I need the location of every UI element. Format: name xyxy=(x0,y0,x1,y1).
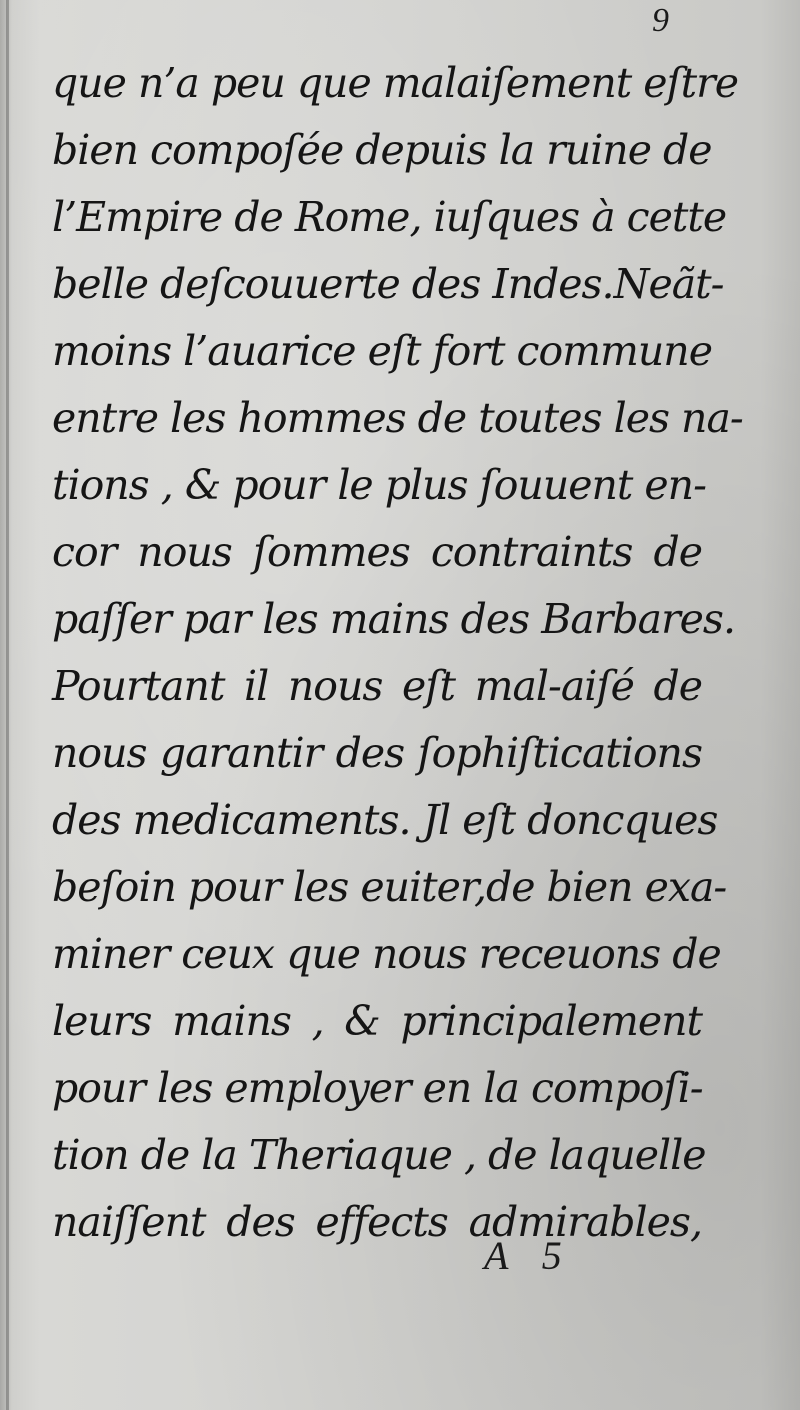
page-gutter-edge xyxy=(6,0,9,1410)
text-line: belle deſcouuerte des Indes.Neãt- xyxy=(52,260,724,308)
text-line: bien compoſée depuis la ruine de xyxy=(52,126,712,174)
text-line: entre les hommes de toutes les na- xyxy=(52,394,743,442)
page-number: 9 xyxy=(652,2,669,39)
text-line: leurs mains , & principalement xyxy=(52,997,702,1045)
text-line: des medicaments. Jl eſt doncques xyxy=(52,796,718,844)
text-line: miner ceux que nous receuons de xyxy=(52,930,721,978)
text-line: nous garantir des ſophiſtications xyxy=(52,729,702,777)
text-line: cor nous ſommes contraints de xyxy=(52,528,702,576)
text-line: que n’a peu que malaiſement eſtre xyxy=(52,59,739,107)
text-line: pour les employer en la compoſi- xyxy=(52,1064,703,1112)
text-line: tions , & pour le plus ſouuent en- xyxy=(52,461,706,509)
body-text xyxy=(52,50,743,1256)
text-line: Pourtant il nous eſt mal-aiſé de xyxy=(52,662,702,710)
signature-mark: A 5 xyxy=(484,1233,574,1278)
text-line: naiſſent des effects admirables, xyxy=(52,1198,702,1246)
text-line: tion de la Theriaque , de laquelle xyxy=(52,1131,706,1179)
text-line: beſoin pour les euiter,de bien exa- xyxy=(52,863,727,911)
text-line: paſſer par les mains des Barbares. xyxy=(52,595,735,643)
text-line: moins l’auarice eſt fort commune xyxy=(52,327,712,375)
text-line: l’Empire de Rome, iuſques à cette xyxy=(52,193,727,241)
